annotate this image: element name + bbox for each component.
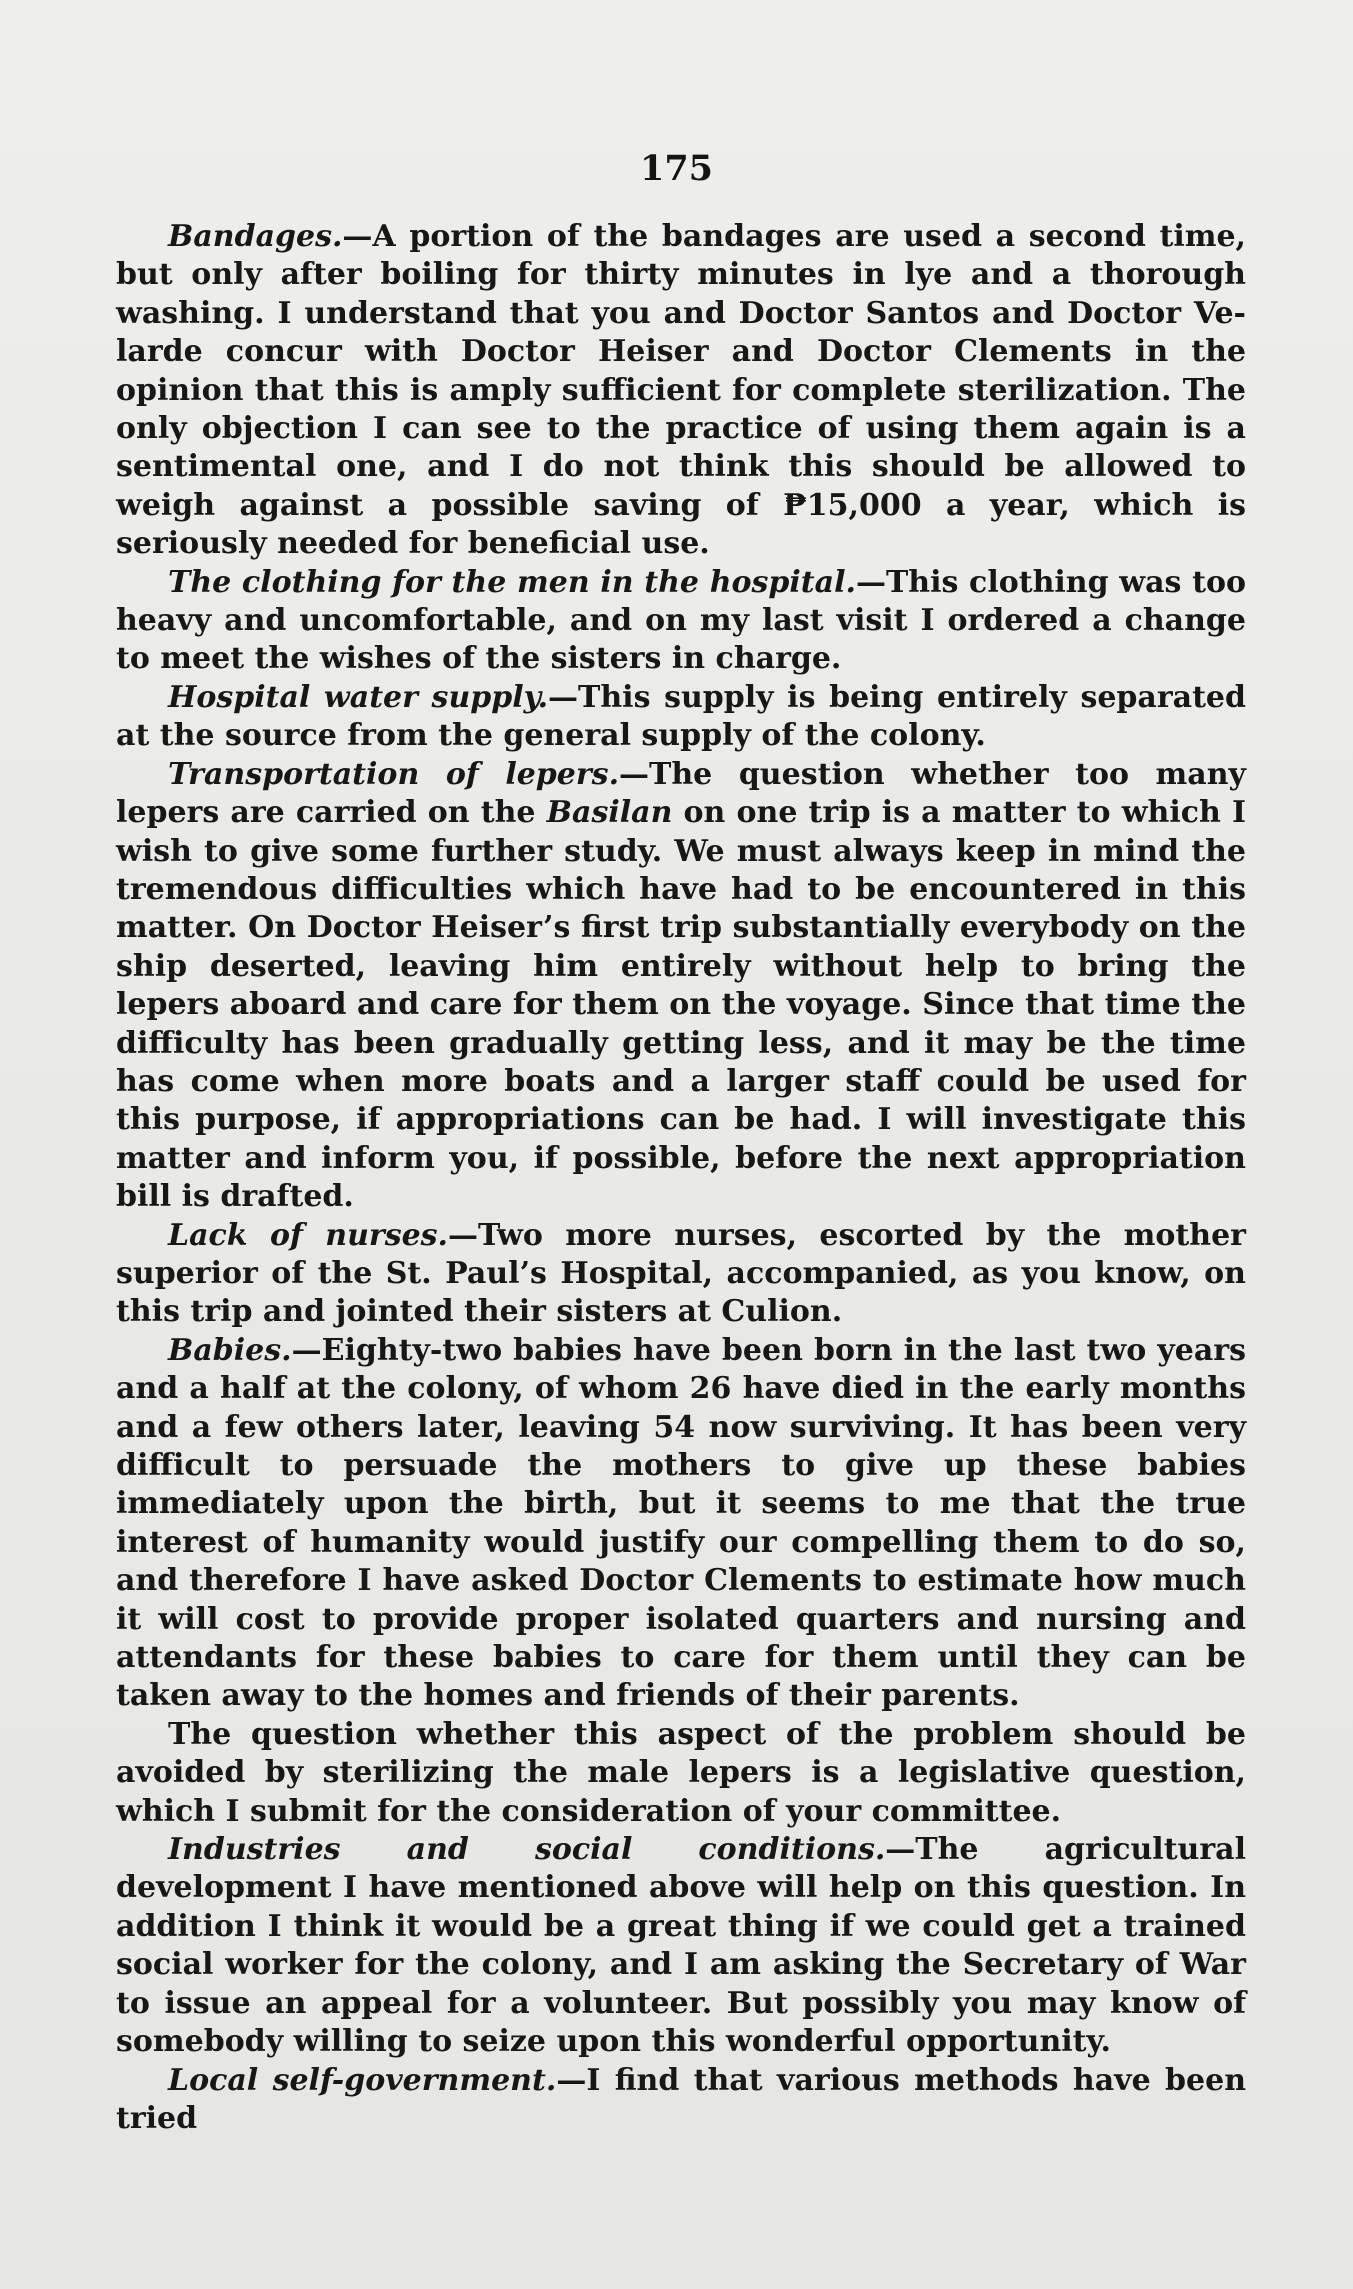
paragraph-heading: Transportation of lepers. xyxy=(168,756,620,792)
heading-dash: — xyxy=(619,756,650,792)
paragraph-heading: Lack of nurses. xyxy=(168,1217,448,1253)
paragraph-self-government xyxy=(116,2062,1246,2139)
paragraph-babies xyxy=(116,1332,1246,1716)
paragraph-body: The agricultural development I have mentioned above will help on this question. In addition I think it would be a great thing if we could get a trained social worker for the colony, and I am asking the Secretary of War to issue an appeal for a volunteer. But possibly you may know of somebody willing to seize upon this wonderful opportunity. xyxy=(116,1832,1246,2060)
heading-dash: — xyxy=(342,219,373,254)
paragraph-heading: Bandages. xyxy=(168,219,343,254)
paragraph-heading: Local self-government. xyxy=(168,2062,557,2098)
paragraph-water-supply xyxy=(116,679,1246,756)
paragraph-body: This supply is being entirely separated at the source from the general supply of the colony. xyxy=(116,679,1246,754)
paragraph-clothing xyxy=(116,564,1246,679)
ship-name: Basilan xyxy=(546,795,673,831)
paragraph-body: Eighty-two babies have been born in the last two years and a half at the colony, of whom 26 have died in the early months and a few others later, leaving 54 now surviving. It has been very difficult to persuade the mothers to give up these babies immediately upon the birth, but it seems to me that the true interest of humanity would justify our compelling them to do so, and therefore I have asked Doctor Clements to estimate how much it will cost to provide proper isolated quarters and nursing and attendants for these babies to care for them until they can be taken away to the homes and friends of their parents. xyxy=(116,1332,1246,1714)
paragraph-body-start: The question whether too many lepers are carried on the xyxy=(116,756,1246,831)
paragraph-bandages xyxy=(116,218,1246,564)
paragraph-industries xyxy=(116,1831,1246,2061)
heading-dash: — xyxy=(448,1217,478,1253)
paragraph-body: I find that various methods have been tried xyxy=(116,2062,1247,2136)
paragraph-transportation xyxy=(116,756,1246,1217)
paragraph-body: Two more nurses, escorted by the mother superior of the St. Paul’s Hospital, accompanied, as you know, on this trip and jointed their sisters at Culion. xyxy=(116,1217,1246,1330)
paragraph-sterilization-question xyxy=(116,1716,1246,1831)
paragraph-body: The question whether this aspect of the problem should be avoided by sterilizing the male lepers is a legislative question, which I submit for the consideration of your committee. xyxy=(116,1716,1246,1829)
heading-dash: — xyxy=(556,2062,587,2098)
paragraph-body: This clothing was too heavy and uncomfortable, and on my last visit I ordered a change to meet the wishes of the sisters in charge. xyxy=(116,564,1247,677)
paragraph-heading: The clothing for the men in the hospital. xyxy=(168,564,856,600)
paragraph-body: on one trip is a matter to which I wish to give some further study. We must always keep in mind the tremendous difficulties which have had to be encountered in this matter. On Doctor Heiser’s first trip substantially everybody on the ship deserted, leaving him entirely without help to bring the lepers aboard and care for them on the voyage. Since that time the difficulty has been gradually getting less, and it may be the time has come when more boats and a larger staff could be used for this purpose, if appropriations can be had. I will investigate this matter and inform you, if possible, before the next appropriation bill is drafted. xyxy=(116,795,1246,1215)
heading-dash: — xyxy=(548,679,579,715)
heading-dash: — xyxy=(291,1332,322,1368)
page-number: 175 xyxy=(639,148,714,189)
paragraph-heading: Hospital water supply. xyxy=(168,679,549,715)
heading-dash: — xyxy=(885,1832,916,1868)
heading-dash: — xyxy=(855,564,886,600)
paragraph-heading: Industries and social conditions. xyxy=(168,1832,886,1868)
paragraph-nurses xyxy=(116,1217,1246,1332)
paragraph-body: A portion of the bandages are used a second time, but only after boiling for thirty minutes in lye and a thorough washing. I understand that you and Doctor Santos and Doctor Velarde concur with Doctor Heiser and Doctor Clements in the opinion that this is amply sufficient for complete sterilization. The only objection I can see to the practice of using them again is a sentimental one, and I do not think this should be allowed to weigh against a possible saving of ₱15,000 a year, which is seriously needed for beneficial use. xyxy=(116,219,1246,562)
body-text xyxy=(116,218,1246,2138)
paragraph-heading: Babies. xyxy=(168,1332,292,1368)
